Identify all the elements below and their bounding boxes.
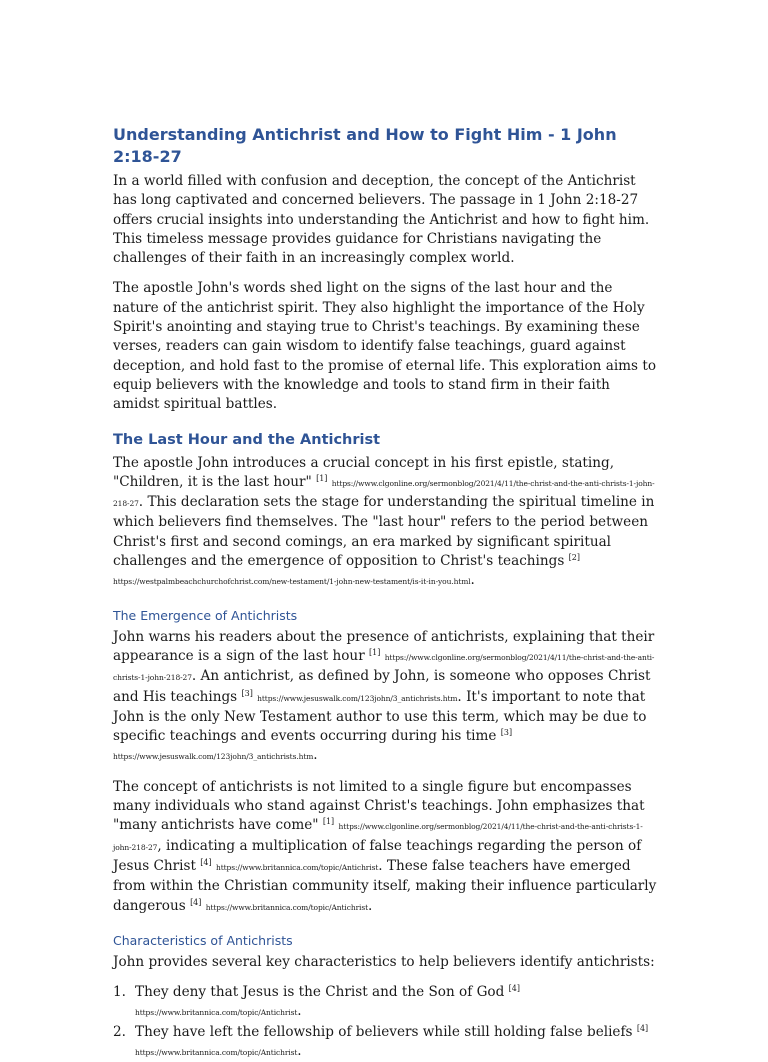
citation-url[interactable]: https://westpalmbeachchurchofchrist.com/new-testament/1-john-new-testament/is-it-in-you.html (113, 577, 471, 587)
citation-ref: [4] (636, 1023, 649, 1033)
citation-ref: [1] (316, 473, 328, 483)
section-heading-last-hour: The Last Hour and the Antichrist (113, 431, 381, 448)
list-number: 2. (113, 1023, 126, 1040)
body-text: . An antichrist, as defined by John, is someone who opposes Christ and His teachings (113, 668, 651, 705)
characteristics-list (113, 983, 658, 1062)
body-text: . (313, 747, 318, 764)
citation-url[interactable]: https://www.jesuswalk.com/123john/3_antichrists.htm (113, 752, 314, 762)
document-content (113, 124, 658, 1062)
list-item-text: They have left the fellowship of believers while still holding false beliefs (135, 1023, 633, 1040)
intro-paragraph-1: In a world filled with confusion and deception, the concept of the Antichrist has long captivated and concerned believers. The passage in 1 John 2:18-27 offers crucial insights into understanding the Antichrist and how to fight him. This timeless message provides guidance for Christians navigating the challenges of their faith in an increasingly complex world. (113, 173, 650, 267)
body-text: The apostle John introduces a crucial concept in his first epistle, stating, "Children, it is the last hour" (113, 454, 615, 490)
citation-ref: [1] (369, 647, 381, 657)
citation-url[interactable]: https://www.clgonline.org/sermonblog/2021/4/11/the-christ-and-the-anti-christs-1-john-218-27 (113, 652, 655, 683)
body-text: . (470, 572, 475, 589)
citation-ref: [4] (190, 897, 202, 907)
citation-url[interactable]: https://www.clgonline.org/sermonblog/2021/4/11/the-christ-and-the-anti-christs-1-john-218-27 (113, 822, 643, 852)
body-text: . It's important to note that John is the only New Testament author to use this term, which may be due to specific teachings and events occurring during his time (113, 688, 647, 745)
body-text: The concept of antichrists is not limited to a single figure but encompasses many individuals who stand against Christ's teachings. John emphasizes that "many antichrists have come" (113, 778, 645, 834)
list-item-text: They deny that Jesus is the Christ and the Son of God (135, 984, 505, 1001)
citation-url[interactable]: https://www.britannica.com/topic/Antichrist (215, 862, 379, 872)
emergence-paragraph-1 (113, 628, 658, 767)
intro-paragraph-2: The apostle John's words shed light on the signs of the last hour and the nature of the antichrist spirit. They also highlight the importance of the Holy Spirit's anointing and staying true to Christ's teachings. By examining these verses, readers can gain wisdom to identify false teachings, guard against deception, and hold fast to the promise of eternal life. This exploration aims to equip believers with the knowledge and tools to stand firm in their faith amidst spiritual battles. (113, 280, 656, 413)
body-text: . (368, 897, 373, 914)
citation-ref: [2] (568, 553, 581, 563)
list-item (113, 1023, 658, 1062)
body-text: . (297, 1042, 302, 1059)
citation-ref: [4] (200, 857, 212, 867)
document-title: Understanding Antichrist and How to Fight Him - 1 John 2:18-27 (113, 125, 617, 166)
citation-ref: [4] (508, 984, 520, 994)
citation-url[interactable]: https://www.jesuswalk.com/123john/3_antichrists.htm (257, 693, 458, 703)
citation-url[interactable]: https://www.britannica.com/topic/Antichrist (135, 1047, 298, 1057)
emergence-paragraph-2 (113, 778, 658, 917)
section-heading-emergence: The Emergence of Antichrists (113, 607, 298, 623)
list-item (113, 983, 658, 1023)
citation-url[interactable]: https://www.britannica.com/topic/Antichrist (205, 902, 369, 912)
characteristics-intro: John provides several key characteristics to help believers identify antichrists: (113, 953, 655, 970)
body-text: . This declaration sets the stage for understanding the spiritual timeline in which believers find themselves. The "last hour" refers to the period between Christ's first and second comings, an era marked by significant spiritual challenges and the emergence of opposition to Christ's teachings (113, 494, 655, 570)
section-heading-characteristics: Characteristics of Antichrists (113, 932, 293, 948)
body-text: . (297, 1003, 302, 1020)
body-text: , indicating a multiplication of false teachings regarding the person of Jesus Christ (113, 837, 642, 874)
citation-url[interactable]: https://www.britannica.com/topic/Antichrist (135, 1008, 298, 1018)
citation-ref: [3] (500, 728, 513, 738)
citation-ref: [1] (322, 817, 335, 827)
citation-url[interactable]: https://www.clgonline.org/sermonblog/2021/4/11/the-christ-and-the-anti-christs-1-john-218-27 (113, 478, 655, 509)
body-text: John warns his readers about the presence of antichrists, explaining that their appearance is a sign of the last hour (113, 628, 655, 664)
citation-ref: [3] (241, 688, 253, 698)
body-text: . These false teachers have emerged from within the Christian community itself, making their influence particularly dangerous (113, 857, 657, 914)
last-hour-paragraph (113, 454, 658, 592)
list-number: 1. (113, 984, 126, 1001)
